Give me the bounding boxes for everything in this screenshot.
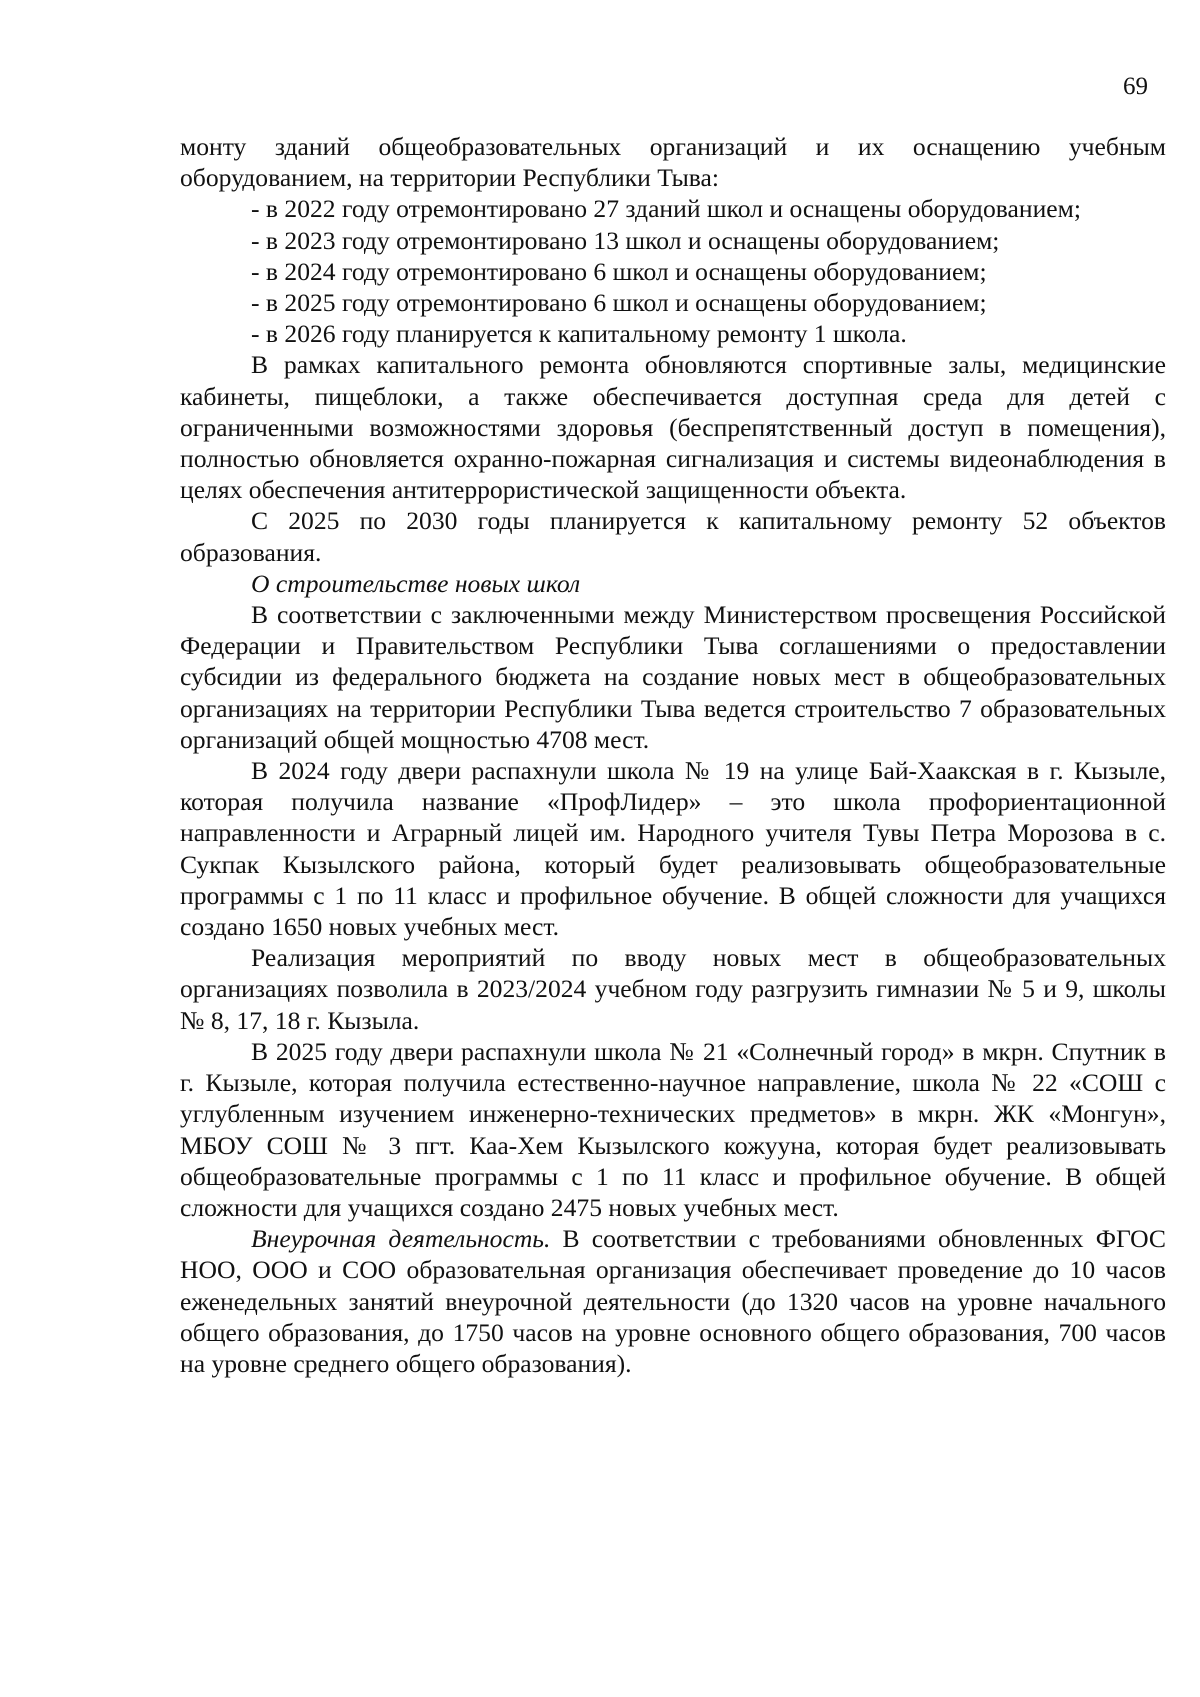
document-body: [180, 131, 1166, 1379]
paragraph-2025-schools: В 2025 году двери распахнули школа № 21 «Солнечный город» в мкрн. Спутник в г. Кызыле, которая получила естественно-научное направление, школа № 22 «СОШ с углубленным изучением инженерно-технических предметов» в мкрн. ЖК «Монгун», МБОУ СОШ № 3 пгт. Каа-Хем Кызылского кожууна, которая будет реализовывать общеобразовательные программы с 1 по 11 класс и профильное обучение. В общей сложности для учащихся создано 2475 новых учебных мест.: [180, 1036, 1166, 1222]
list-item-2024: - в 2024 году отремонтировано 6 школ и оснащены оборудованием;: [251, 256, 987, 286]
paragraph-2025-2030: С 2025 по 2030 годы планируется к капитальному ремонту 52 объектов образования.: [180, 506, 1166, 567]
extracurricular-heading: Внеурочная деятельность.: [251, 1224, 551, 1254]
paragraph-capital-repair: В рамках капитального ремонта обновляются спортивные залы, медицинские кабинеты, пищеблоки, а также обеспечивается доступная среда для детей с ограниченными возможностями здоровья (беспрепятственный доступ в помещения), полностью обновляется охранно-пожарная сигнализация и системы видеонаблюдения в целях обеспечения антитеррористической защищенности объекта.: [180, 350, 1166, 505]
section-heading-new-schools: О строительстве новых школ: [251, 568, 581, 598]
paragraph-unloading: Реализация мероприятий по вводу новых мест в общеобразовательных организациях позволила в 2023/2024 учебном году разгрузить гимназии № 5 и 9, школы № 8, 17, 18 г. Кызыла.: [180, 943, 1166, 1035]
paragraph-extracurricular: [180, 1223, 1166, 1379]
page-number: 69: [1123, 73, 1148, 100]
list-item-2022: - в 2022 году отремонтировано 27 зданий школ и оснащены оборудованием;: [251, 194, 1081, 224]
list-item-2023: - в 2023 году отремонтировано 13 школ и оснащены оборудованием;: [251, 225, 1000, 255]
extracurricular-text: В соответствии с требованиями обновленных ФГОС НОО, ООО и СОО образовательная организация обеспечивает проведение до 10 часов еженедельных занятий внеурочной деятельности (до 1320 часов на уровне начального общего образования, до 1750 часов на уровне основного общего образования, 700 часов на уровне среднего общего образования).: [180, 1224, 1166, 1378]
paragraph-intro: монту зданий общеобразовательных организаций и их оснащению учебным оборудованием, на территории Республики Тыва:: [180, 132, 1166, 193]
list-item-2025: - в 2025 году отремонтировано 6 школ и оснащены оборудованием;: [251, 288, 987, 318]
paragraph-2024-schools: В 2024 году двери распахнули школа № 19 на улице Бай-Хаакская в г. Кызыле, которая получила название «ПрофЛидер» – это школа профориентационной направленности и Аграрный лицей им. Народного учителя Тувы Петра Морозова в с. Сукпак Кызылского района, который будет реализовывать общеобразовательные программы с 1 по 11 класс и профильное обучение. В общей сложности для учащихся создано 1650 новых учебных мест.: [180, 756, 1166, 942]
list-item-2026: - в 2026 году планируется к капитальному ремонту 1 школа.: [251, 319, 907, 349]
paragraph-agreements: В соответствии с заключенными между Министерством просвещения Российской Федерации и Правительством Республики Тыва соглашениями о предоставлении субсидии из федерального бюджета на создание новых мест в общеобразовательных организациях на территории Республики Тыва ведется строительство 7 образовательных организаций общей мощностью 4708 мест.: [180, 600, 1166, 754]
